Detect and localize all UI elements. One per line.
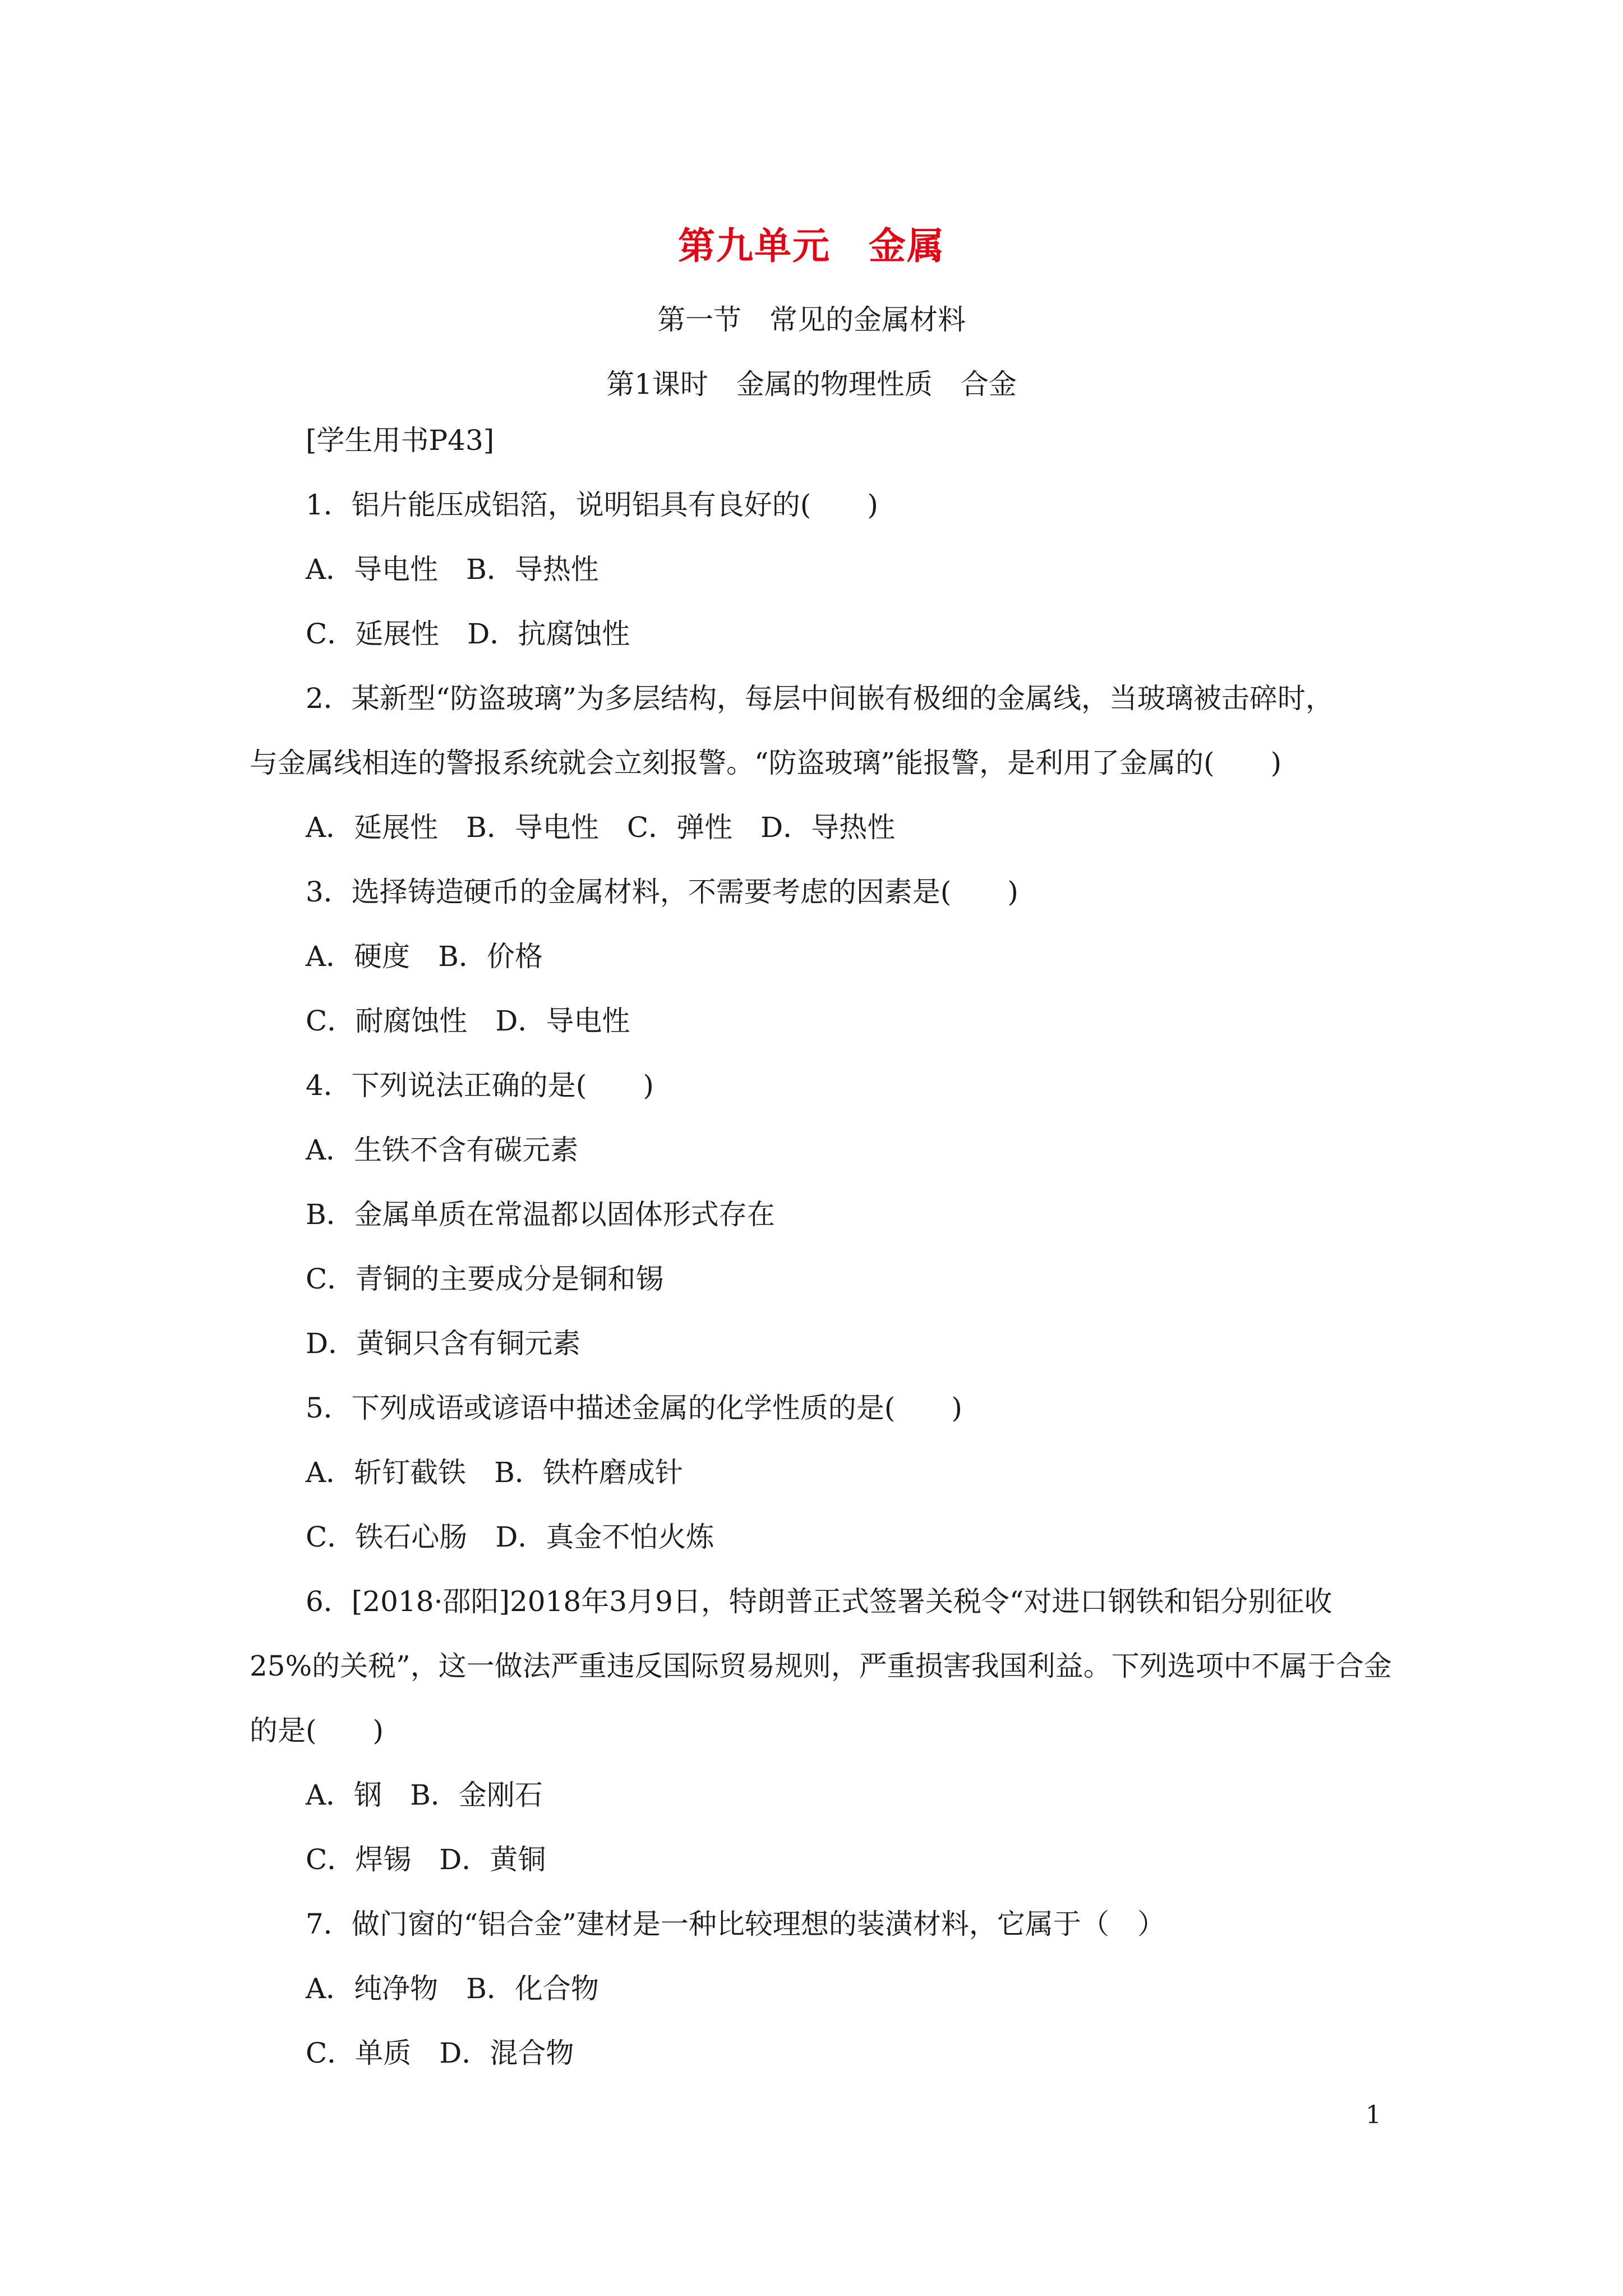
question-1-stem: 1．铝片能压成铝箔，说明铝具有良好的( ) — [306, 489, 878, 521]
question-6-stem-line-1: 6．[2018·邵阳]2018年3月9日，特朗普正式签署关税令“对进口钢铁和铝分别征收 — [306, 1585, 1332, 1618]
question-6-stem-line-2: 25%的关税”，这一做法严重违反国际贸易规则，严重损害我国利益。下列选项中不属于合金 — [250, 1650, 1392, 1682]
question-1-options-line-1: A．导电性 B．导热性 — [306, 553, 599, 586]
question-7-options-line-1: A．纯净物 B．化合物 — [306, 1972, 599, 2005]
page-number: 1 — [1366, 2101, 1381, 2129]
question-4-option-d: D．黄铜只含有铜元素 — [306, 1327, 581, 1360]
question-4-option-b: B．金属单质在常温都以固体形式存在 — [306, 1198, 775, 1231]
question-4-option-a: A．生铁不含有碳元素 — [306, 1134, 579, 1166]
question-5-options-line-1: A．斩钉截铁 B．铁杵磨成针 — [306, 1456, 683, 1489]
book-reference: [学生用书P43] — [306, 424, 495, 457]
question-2-options: A．延展性 B．导电性 C．弹性 D．导热性 — [306, 811, 896, 844]
question-7-stem: 7．做门窗的“铝合金”建材是一种比较理想的装潢材料，它属于（ ） — [306, 1908, 1165, 1940]
question-4-option-c: C．青铜的主要成分是铜和锡 — [306, 1263, 664, 1295]
question-3-options-line-2: C．耐腐蚀性 D．导电性 — [306, 1005, 630, 1037]
question-1-options-line-2: C．延展性 D．抗腐蚀性 — [306, 618, 630, 650]
unit-title: 第九单元 金属 — [678, 224, 945, 268]
question-4-stem: 4．下列说法正确的是( ) — [306, 1069, 654, 1102]
section-title: 第一节 常见的金属材料 — [657, 303, 966, 336]
question-6-options-line-2: C．焊锡 D．黄铜 — [306, 1843, 546, 1876]
question-2-stem-line-2: 与金属线相连的警报系统就会立刻报警。“防盗玻璃”能报警，是利用了金属的( ) — [250, 747, 1282, 779]
question-5-options-line-2: C．铁石心肠 D．真金不怕火炼 — [306, 1521, 714, 1553]
question-5-stem: 5．下列成语或谚语中描述金属的化学性质的是( ) — [306, 1392, 962, 1424]
question-3-stem: 3．选择铸造硬币的金属材料，不需要考虑的因素是( ) — [306, 876, 1018, 908]
question-6-options-line-1: A．钢 B．金刚石 — [306, 1779, 543, 1811]
question-7-options-line-2: C．单质 D．混合物 — [306, 2037, 574, 2069]
question-3-options-line-1: A．硬度 B．价格 — [306, 940, 543, 973]
question-6-stem-line-3: 的是( ) — [250, 1714, 384, 1747]
lesson-title: 第1课时 金属的物理性质 合金 — [606, 368, 1017, 401]
question-2-stem-line-1: 2．某新型“防盗玻璃”为多层结构，每层中间嵌有极细的金属线，当玻璃被击碎时， — [306, 682, 1334, 715]
